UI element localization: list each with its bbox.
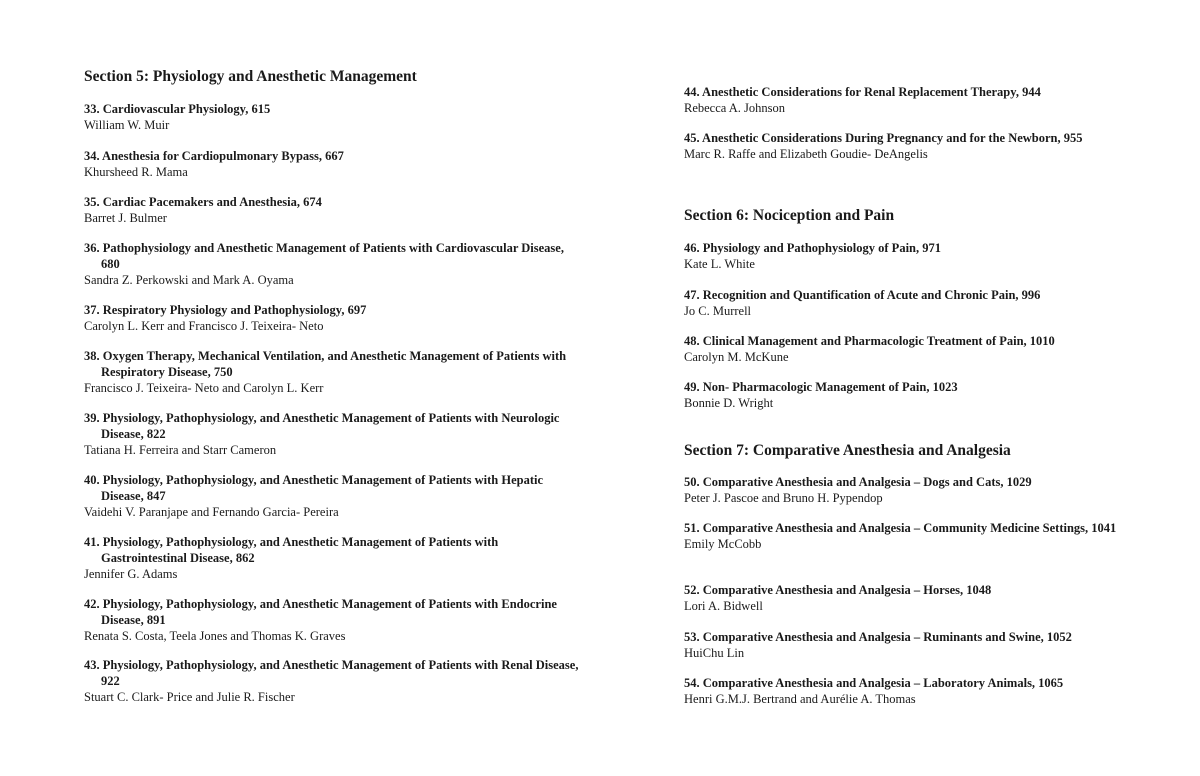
entry-authors: Khursheed R. Mama	[84, 165, 188, 179]
toc-entry-40	[84, 472, 584, 520]
toc-entry-37	[84, 302, 584, 334]
entry-title: 34. Anesthesia for Cardiopulmonary Bypass, 667	[84, 149, 344, 163]
entry-title: 54. Comparative Anesthesia and Analgesia – Laboratory Animals, 1065	[684, 676, 1064, 690]
toc-entry-42	[84, 596, 584, 644]
toc-entry-44	[684, 84, 1144, 116]
toc-entry-33	[84, 101, 584, 133]
toc-entry-35	[84, 194, 584, 226]
entry-authors: Marc R. Raffe and Elizabeth Goudie- DeAngelis	[684, 147, 928, 161]
toc-entry-52	[684, 582, 1144, 614]
toc-entry-39	[84, 410, 584, 458]
entry-authors: Bonnie D. Wright	[684, 396, 774, 410]
toc-entry-50	[684, 474, 1144, 506]
entry-title: 48. Clinical Management and Pharmacologic Treatment of Pain, 1010	[684, 334, 1055, 348]
entry-title: 38. Oxygen Therapy, Mechanical Ventilation, and Anesthetic Management of Patients with Respiratory Disease, 750	[84, 349, 567, 379]
section-5-title: Section 5: Physiology and Anesthetic Management	[84, 68, 417, 85]
entry-title: 49. Non- Pharmacologic Management of Pain, 1023	[684, 380, 958, 394]
toc-entry-47	[684, 287, 1144, 319]
entry-authors: Vaidehi V. Paranjape and Fernando Garcia- Pereira	[84, 505, 339, 519]
entry-title: 50. Comparative Anesthesia and Analgesia – Dogs and Cats, 1029	[684, 475, 1032, 489]
toc-entry-45	[684, 130, 1144, 162]
toc-entry-54	[684, 675, 1144, 707]
entry-title: 47. Recognition and Quantification of Acute and Chronic Pain, 996	[684, 288, 1041, 302]
section-7-title: Section 7: Comparative Anesthesia and Analgesia	[684, 442, 1011, 459]
toc-entry-49	[684, 379, 1144, 411]
entry-authors: Carolyn L. Kerr and Francisco J. Teixeira- Neto	[84, 319, 324, 333]
toc-entry-41	[84, 534, 584, 582]
entry-title: 40. Physiology, Pathophysiology, and Anesthetic Management of Patients with Hepatic Disease, 847	[84, 473, 544, 503]
entry-title: 36. Pathophysiology and Anesthetic Management of Patients with Cardiovascular Disease, 680	[84, 241, 564, 271]
entry-authors: Lori A. Bidwell	[684, 599, 763, 613]
entry-title: 43. Physiology, Pathophysiology, and Anesthetic Management of Patients with Renal Disease, 922	[84, 658, 579, 688]
entry-title: 44. Anesthetic Considerations for Renal Replacement Therapy, 944	[684, 85, 1041, 99]
entry-authors: Carolyn M. McKune	[684, 350, 789, 364]
toc-entry-34	[84, 148, 584, 180]
toc-entry-46	[684, 240, 1144, 272]
entry-authors: Emily McCobb	[684, 537, 762, 551]
entry-title: 53. Comparative Anesthesia and Analgesia – Ruminants and Swine, 1052	[684, 630, 1072, 644]
entry-authors: Barret J. Bulmer	[84, 211, 167, 225]
toc-entry-38	[84, 348, 584, 396]
entry-authors: Stuart C. Clark- Price and Julie R. Fischer	[84, 690, 295, 704]
entry-authors: Peter J. Pascoe and Bruno H. Pypendop	[684, 491, 883, 505]
entry-title: 46. Physiology and Pathophysiology of Pain, 971	[684, 241, 941, 255]
entry-title: 33. Cardiovascular Physiology, 615	[84, 102, 271, 116]
entry-authors: HuiChu Lin	[684, 646, 745, 660]
entry-authors: Tatiana H. Ferreira and Starr Cameron	[84, 443, 277, 457]
toc-entry-53	[684, 629, 1144, 661]
toc-entry-36	[84, 240, 584, 288]
toc-entry-48	[684, 333, 1144, 365]
entry-title: 42. Physiology, Pathophysiology, and Anesthetic Management of Patients with Endocrine Disease, 891	[84, 597, 557, 627]
entry-title: 52. Comparative Anesthesia and Analgesia – Horses, 1048	[684, 583, 992, 597]
section-6-title: Section 6: Nociception and Pain	[684, 207, 895, 224]
entry-title: 35. Cardiac Pacemakers and Anesthesia, 674	[84, 195, 322, 209]
entry-authors: Francisco J. Teixeira- Neto and Carolyn L. Kerr	[84, 381, 324, 395]
toc-entry-51	[684, 520, 1144, 552]
entry-title: 39. Physiology, Pathophysiology, and Anesthetic Management of Patients with Neurologic Disease, 822	[84, 411, 560, 441]
entry-authors: Henri G.M.J. Bertrand and Aurélie A. Thomas	[684, 692, 916, 706]
entry-authors: Jo C. Murrell	[684, 304, 752, 318]
entry-authors: Sandra Z. Perkowski and Mark A. Oyama	[84, 273, 294, 287]
entry-authors: Renata S. Costa, Teela Jones and Thomas K. Graves	[84, 629, 346, 643]
entry-title: 37. Respiratory Physiology and Pathophysiology, 697	[84, 303, 367, 317]
entry-title: 45. Anesthetic Considerations During Pregnancy and for the Newborn, 955	[684, 131, 1083, 145]
toc-entry-43	[84, 657, 584, 705]
entry-authors: William W. Muir	[84, 118, 170, 132]
entry-authors: Kate L. White	[684, 257, 755, 271]
entry-title: 51. Comparative Anesthesia and Analgesia – Community Medicine Settings, 1041	[684, 521, 1117, 535]
entry-authors: Rebecca A. Johnson	[684, 101, 786, 115]
entry-authors: Jennifer G. Adams	[84, 567, 178, 581]
entry-title: 41. Physiology, Pathophysiology, and Anesthetic Management of Patients with Gastrointestinal Disease, 862	[84, 535, 499, 565]
